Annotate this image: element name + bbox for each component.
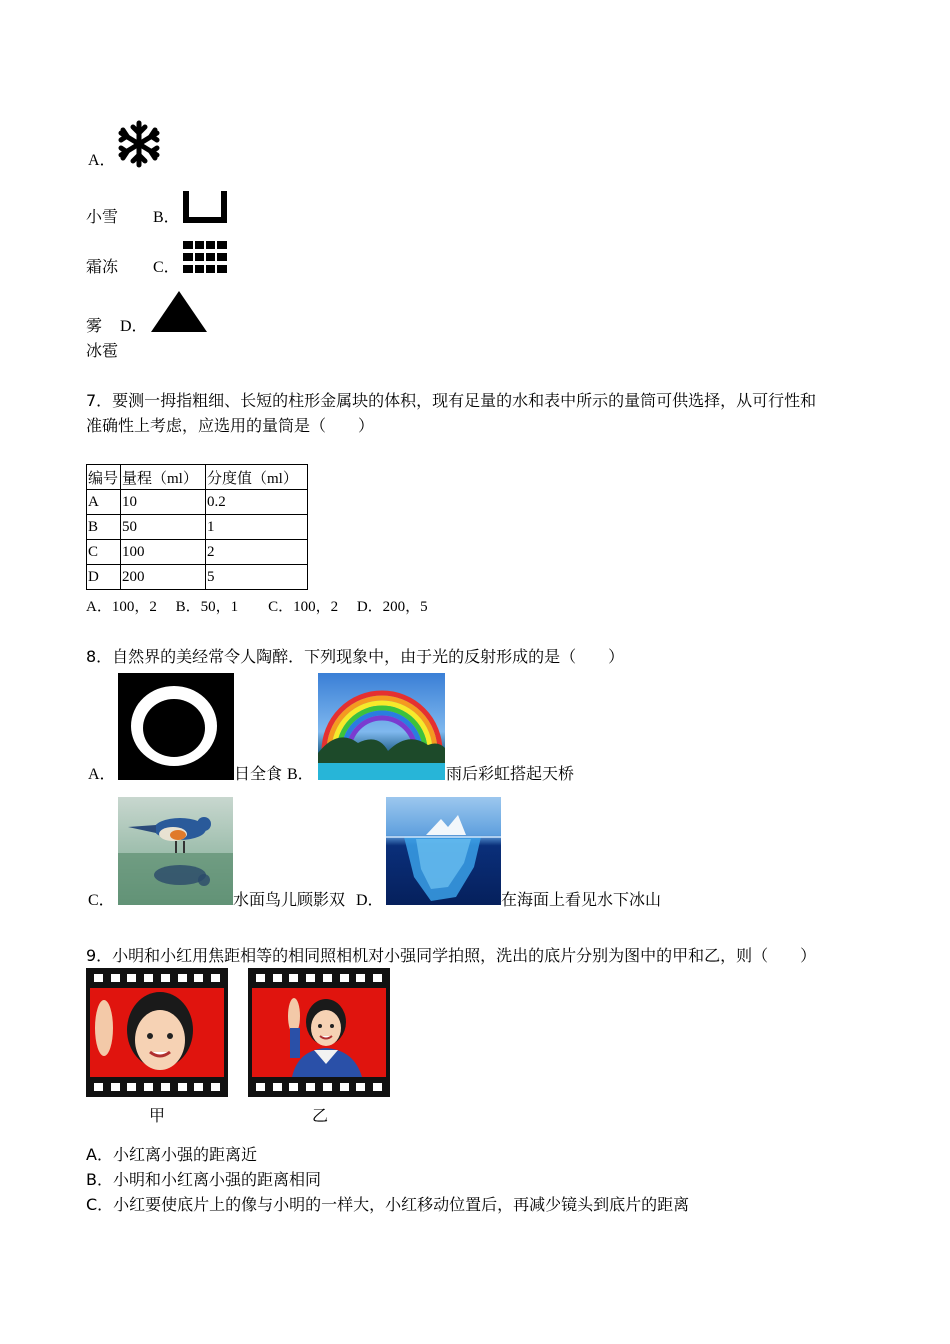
table-cell: B xyxy=(87,515,121,540)
table-cell: A xyxy=(87,490,121,515)
q6-option-d-name: 冰雹 xyxy=(86,341,119,360)
cup-symbol-icon xyxy=(183,191,227,223)
q9-option-b: B．小明和小红离小强的距离相同 xyxy=(86,1170,321,1189)
measuring-cylinder-table xyxy=(86,464,308,590)
table-row xyxy=(87,540,308,565)
q6-option-b-name: 霜冻 xyxy=(86,257,119,276)
table-header-cell: 编号 xyxy=(87,465,121,490)
q8-option-a-caption: 日全食 xyxy=(234,764,283,783)
bird-reflection-image xyxy=(118,797,233,905)
q8-option-d-caption: 在海面上看见水下冰山 xyxy=(501,890,662,909)
table-header-cell: 分度值（ml） xyxy=(206,465,308,490)
q8-option-b-label: B． xyxy=(287,766,314,783)
q7-stem-line2: 准确性上考虑，应选用的量筒是（ ） xyxy=(86,416,375,435)
q6-option-d-label: D． xyxy=(120,318,148,335)
q6-option-b-label: B． xyxy=(153,209,180,226)
table-cell: 10 xyxy=(121,490,206,515)
q9-stem: 9．小明和小红用焦距相等的相同照相机对小强同学拍照，洗出的底片分别为图中的甲和乙，则（ ） xyxy=(86,946,817,965)
film-label-jia: 甲 xyxy=(149,1106,166,1125)
snowflake-icon xyxy=(116,120,162,168)
table-cell: 200 xyxy=(121,565,206,590)
rainbow-image xyxy=(318,673,445,780)
table-header-row xyxy=(87,465,308,490)
q9-option-c: C．小红要使底片上的像与小明的一样大，小红移动位置后，再减少镜头到底片的距离 xyxy=(86,1195,690,1214)
solar-eclipse-image xyxy=(118,673,234,780)
q8-option-a-label: A． xyxy=(88,766,116,783)
table-cell: D xyxy=(87,565,121,590)
table-row xyxy=(87,565,308,590)
q6-option-c-name: 雾 xyxy=(86,316,103,335)
film-negative-jia xyxy=(86,968,228,1097)
table-cell: 5 xyxy=(206,565,308,590)
table-cell: C xyxy=(87,540,121,565)
q7-options: A．100，2 B．50，1 C．100，2 D．200，5 xyxy=(86,599,428,615)
q7-stem-line1: 7．要测一拇指粗细、长短的柱形金属块的体积，现有足量的水和表中所示的量筒可供选择，从可行性和 xyxy=(86,391,817,410)
film-negative-yi xyxy=(248,968,390,1097)
iceberg-image xyxy=(386,797,501,905)
table-header-cell: 量程（ml） xyxy=(121,465,206,490)
q8-option-d-label: D． xyxy=(356,892,384,909)
q8-option-c-label: C． xyxy=(88,892,115,909)
q6-option-a-label: A． xyxy=(88,152,116,169)
q6-option-a-name: 小雪 xyxy=(86,207,119,226)
q8-option-b-caption: 雨后彩虹搭起天桥 xyxy=(446,764,575,783)
table-cell: 1 xyxy=(206,515,308,540)
triangle-icon xyxy=(150,290,208,333)
table-cell: 50 xyxy=(121,515,206,540)
table-cell: 2 xyxy=(206,540,308,565)
table-cell: 100 xyxy=(121,540,206,565)
table-cell: 0.2 xyxy=(206,490,308,515)
table-row xyxy=(87,490,308,515)
q6-option-c-label: C． xyxy=(153,259,180,276)
grid-symbol-icon xyxy=(183,241,227,273)
q9-option-a: A．小红离小强的距离近 xyxy=(86,1145,257,1164)
q8-option-c-caption: 水面鸟儿顾影双 xyxy=(233,890,346,909)
film-label-yi: 乙 xyxy=(312,1106,329,1125)
table-row xyxy=(87,515,308,540)
q8-stem: 8．自然界的美经常令人陶醉．下列现象中，由于光的反射形成的是（ ） xyxy=(86,647,625,666)
